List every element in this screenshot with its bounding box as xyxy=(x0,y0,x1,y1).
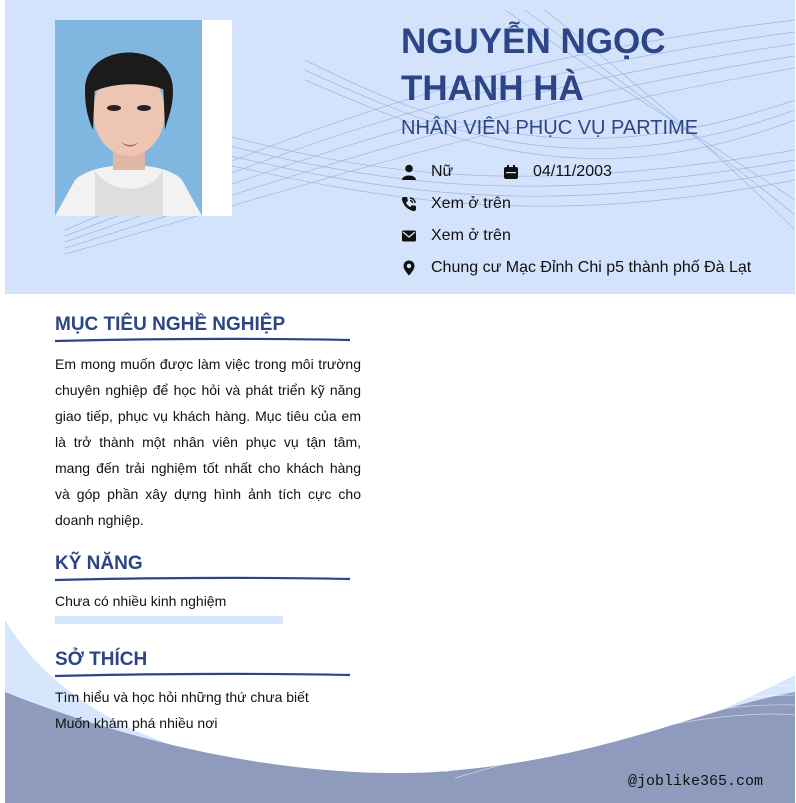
email-value: Xem ở trên xyxy=(431,227,511,244)
hobbies-underline xyxy=(55,671,350,679)
phone-value: Xem ở trên xyxy=(431,195,511,212)
objective-text: Em mong muốn được làm việc trong môi trường chuyên nghiệp để học hỏi và phát triển kỹ năng giao tiếp, phục vụ khách hàng. Mục tiêu của em là trở thành một nhân viên phục vụ tận tâm, mang đến trải nghiệm tốt nhất cho khách hàng và góp phần xây dựng hình ảnh tích cực cho doanh nghiệp. xyxy=(55,356,361,528)
objective-heading: MỤC TIÊU NGHỀ NGHIỆP xyxy=(55,314,286,335)
email-row xyxy=(401,224,511,248)
birthdate-row xyxy=(503,160,612,184)
address-row xyxy=(401,256,751,280)
skill-item: Chưa có nhiều kinh nghiệm xyxy=(55,593,227,609)
envelope-icon xyxy=(401,228,417,244)
hobby-item: Muốn khám phá nhiều nơi xyxy=(55,715,218,731)
candidate-name xyxy=(401,18,781,112)
gender-value: Nữ xyxy=(431,163,454,180)
job-title: NHÂN VIÊN PHỤC VỤ PARTIME xyxy=(401,117,699,139)
phone-icon xyxy=(401,196,417,212)
skills-underline xyxy=(55,575,350,583)
gender-row xyxy=(401,160,453,184)
skill-level-bar xyxy=(55,616,283,624)
phone-row xyxy=(401,192,511,216)
skills-heading: KỸ NĂNG xyxy=(55,553,143,574)
address-value: Chung cư Mạc Đỉnh Chi p5 thành phố Đà Lạt xyxy=(431,259,752,276)
hobby-item: Tìm hiểu và học hỏi những thứ chưa biết xyxy=(55,689,309,705)
skill-level-fill xyxy=(55,616,283,624)
header-band xyxy=(5,0,795,294)
photo-frame xyxy=(55,20,232,216)
name-line-1: NGUYỄN NGỌC xyxy=(401,22,666,61)
user-icon xyxy=(401,164,417,180)
watermark: @joblike365.com xyxy=(628,773,764,790)
objective-underline xyxy=(55,336,350,344)
profile-photo xyxy=(55,20,202,216)
cv-page xyxy=(5,0,795,803)
name-line-2: THANH HÀ xyxy=(401,69,584,108)
birthdate-value: 04/11/2003 xyxy=(533,163,612,180)
hobbies-heading: SỞ THÍCH xyxy=(55,649,148,670)
calendar-icon xyxy=(503,164,519,180)
map-pin-icon xyxy=(401,260,417,276)
